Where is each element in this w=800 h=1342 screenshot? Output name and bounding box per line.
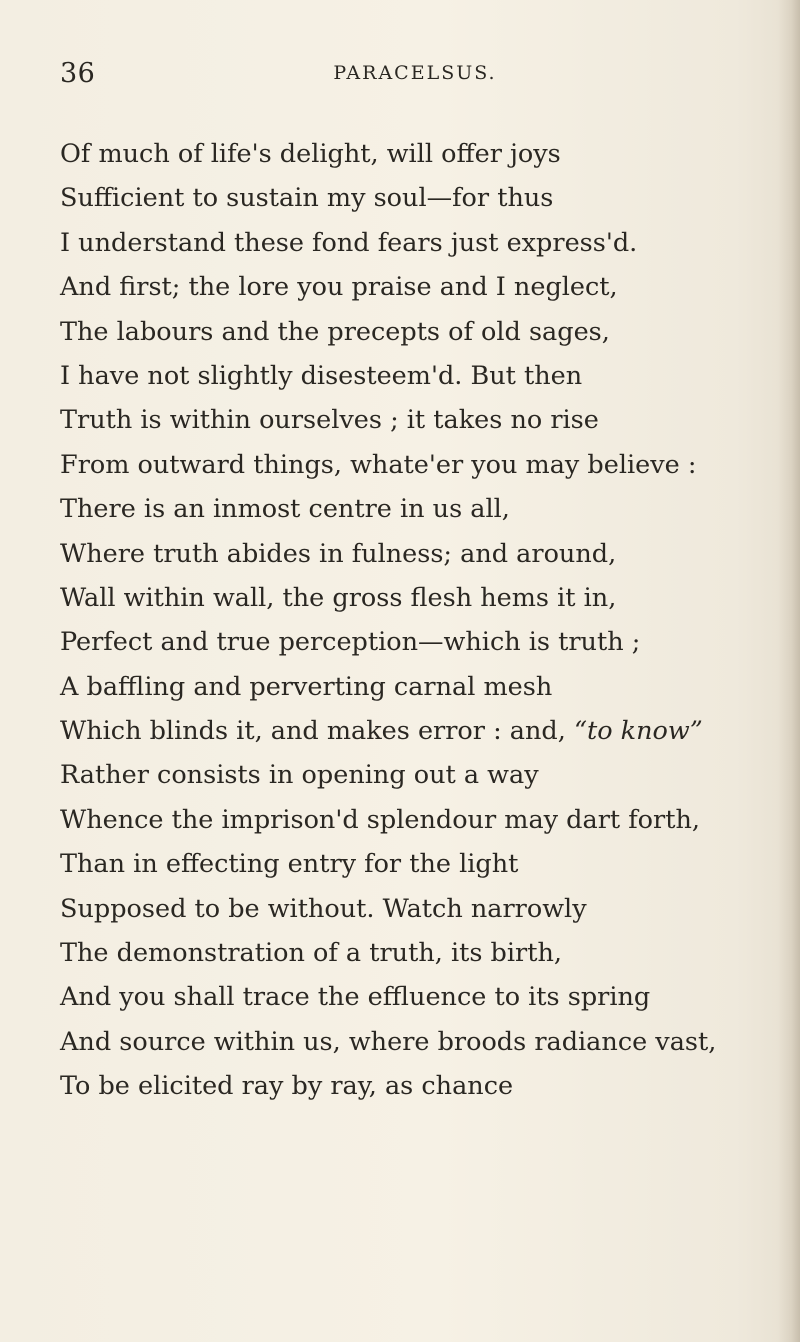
- italic-phrase: “to know”: [573, 716, 703, 747]
- poem-line: Where truth abides in fulness; and around,: [60, 538, 617, 569]
- poem-line: Than in effecting entry for the light: [60, 849, 519, 880]
- poem-line: Of much of life's delight, will offer joys: [60, 139, 561, 169]
- poem-line: Truth is within ourselves ; it takes no rise: [60, 405, 599, 436]
- poem-line: Wall within wall, the gross flesh hems it in,: [60, 582, 617, 613]
- running-title: PARACELSUS.: [333, 62, 497, 84]
- poem-line-text: Which blinds it, and makes error : and,: [60, 716, 574, 747]
- poem-line: Perfect and true perception—which is truth ;: [60, 627, 641, 658]
- poem-line: To be elicited ray by ray, as chance: [60, 1071, 514, 1102]
- poem-line: The demonstration of a truth, its birth,: [60, 938, 562, 969]
- poem-text: [60, 132, 760, 1109]
- poem-line: I understand these fond fears just express'd.: [60, 227, 638, 258]
- poem-line: Supposed to be without. Watch narrowly: [60, 893, 587, 924]
- poem-line: Whence the imprison'd splendour may dart forth,: [60, 804, 700, 835]
- poem-line: And you shall trace the effluence to its spring: [60, 982, 651, 1013]
- page-header: [0, 58, 800, 92]
- poem-line: And source within us, where broods radiance vast,: [60, 1026, 717, 1057]
- poem-line: The labours and the precepts of old sages,: [60, 316, 610, 347]
- poem-line: There is an inmost centre in us all,: [60, 494, 510, 525]
- poem-line: Rather consists in opening out a way: [60, 760, 539, 791]
- poem-line: [60, 709, 760, 753]
- poem-line: And first; the lore you praise and I neglect,: [60, 272, 618, 303]
- poem-line: Sufficient to sustain my soul—for thus: [60, 183, 554, 214]
- page-edge-shadow: [778, 0, 800, 1342]
- page-number: 36: [60, 58, 96, 89]
- poem-line: I have not slightly disesteem'd. But then: [60, 360, 583, 391]
- poem-line: A baffling and perverting carnal mesh: [60, 671, 553, 702]
- poem-line: From outward things, whate'er you may believe :: [60, 449, 697, 480]
